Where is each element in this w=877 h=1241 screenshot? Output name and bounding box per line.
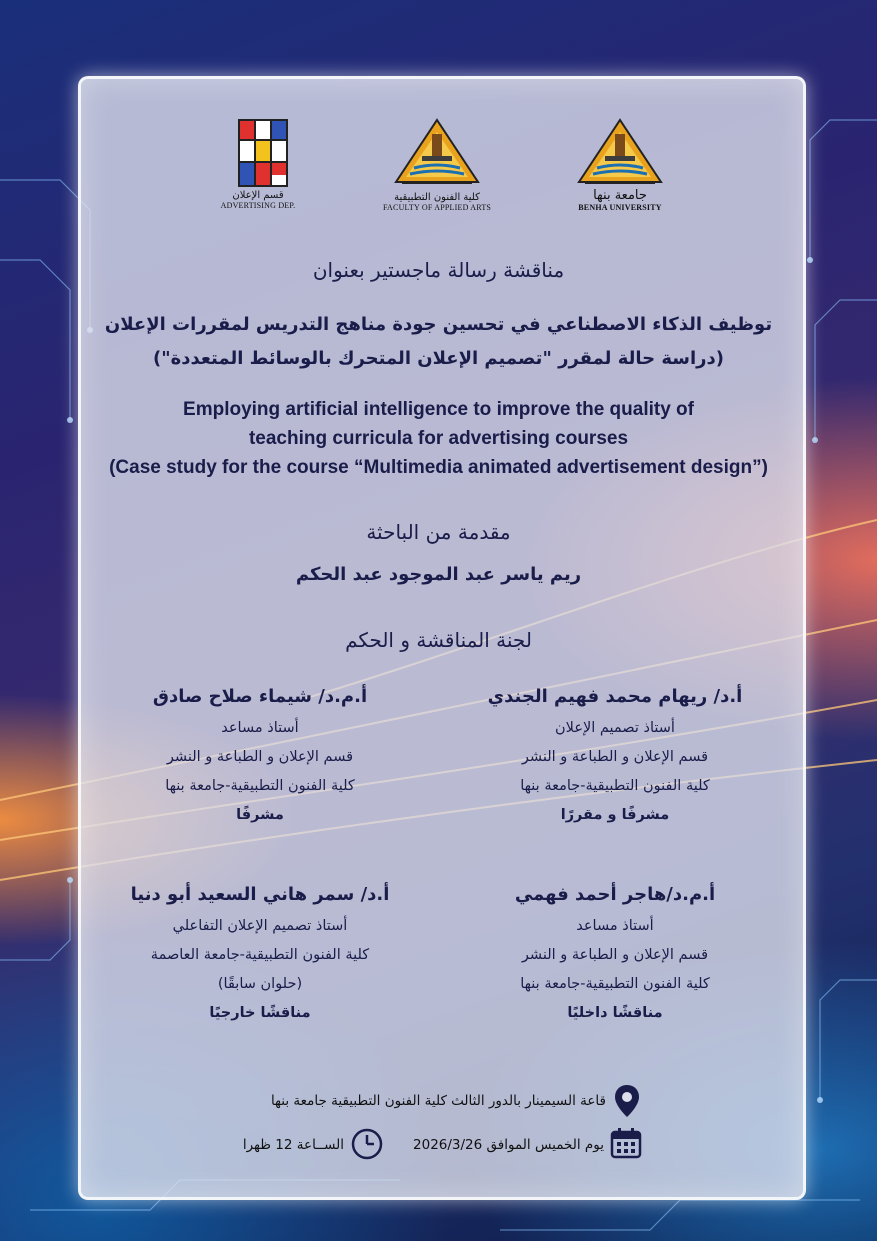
member-line: كلية الفنون التطبيقية-جامعة العاصمة — [150, 947, 370, 963]
location-text: قاعة السيمينار بالدور الثالث كلية الفنون التطبيقية جامعة بنها — [270, 1093, 606, 1109]
advertising-dept-logo — [215, 118, 301, 210]
member-line: قسم الإعلان و الطباعة و النشر — [521, 749, 709, 765]
researcher-name: ريم ياسر عبد الموجود عبد الحكم — [295, 564, 582, 585]
english-title-line1: Employing artificial intelligence to improve the quality of — [183, 399, 694, 420]
clock-icon — [351, 1128, 383, 1160]
member-line: كلية الفنون التطبيقية-جامعة بنها — [165, 778, 355, 794]
university-logo-arabic: جامعة بنها — [593, 188, 647, 203]
member-line: قسم الإعلان و الطباعة و النشر — [521, 947, 709, 963]
time-text: الســاعة 12 ظهرا — [242, 1137, 344, 1153]
arabic-title-line1: توظيف الذكاء الاصطناعي في تحسين جودة مناهج التدريس لمقررات الإعلان — [104, 314, 773, 335]
location-pin-icon — [614, 1084, 640, 1118]
member-line: أستاذ مساعد — [576, 918, 654, 934]
member-line: كلية الفنون التطبيقية-جامعة بنها — [520, 976, 710, 992]
committee-label: لجنة المناقشة و الحكم — [345, 628, 532, 652]
presented-by-label: مقدمة من الباحثة — [366, 520, 511, 544]
member-line: أستاذ مساعد — [221, 720, 299, 736]
faculty-logo-english: FACULTY OF APPLIED ARTS — [383, 203, 492, 212]
committee-member-3 — [465, 884, 765, 1021]
university-logo-english: BENHA UNIVERSITY — [578, 203, 662, 212]
faculty-logo — [383, 116, 491, 212]
advertising-logo-arabic: قسم الإعلان — [232, 190, 284, 201]
member-line: كلية الفنون التطبيقية-جامعة بنها — [520, 778, 710, 794]
member-name: أ.د/ سمر هاني السعيد أبو دنيا — [130, 884, 390, 905]
member-name: أ.د/ ريهام محمد فهيم الجندي — [487, 686, 743, 707]
university-seal-icon — [575, 116, 665, 188]
faculty-seal-icon — [392, 116, 482, 188]
university-logo — [568, 116, 672, 212]
member-line: أستاذ تصميم الإعلان — [555, 720, 675, 736]
date-text: يوم الخميس الموافق 2026/3/26 — [413, 1137, 604, 1153]
member-line: قسم الإعلان و الطباعة و النشر — [166, 749, 354, 765]
thesis-heading: مناقشة رسالة ماجستير بعنوان — [312, 258, 565, 282]
arabic-title-line2: (دراسة حالة لمقرر "تصميم الإعلان المتحرك بالوسائط المتعددة") — [153, 348, 724, 369]
member-role: مشرفًا — [236, 807, 284, 823]
committee-member-2 — [110, 686, 410, 823]
advertising-logo-icon — [225, 118, 291, 190]
committee-member-1 — [465, 686, 765, 823]
committee-member-4 — [110, 884, 410, 1021]
member-name: أ.م.د/ شيماء صلاح صادق — [152, 686, 368, 707]
faculty-logo-arabic: كلية الفنون التطبيقية — [394, 192, 480, 203]
english-title-line2: teaching curricula for advertising courses — [248, 428, 629, 449]
member-name: أ.م.د/هاجر أحمد فهمي — [514, 884, 716, 905]
member-line: (حلوان سابقًا) — [217, 976, 303, 992]
member-line: أستاذ تصميم الإعلان التفاعلي — [172, 918, 348, 934]
english-title-line3: (Case study for the course “Multimedia animated advertisement design”) — [109, 457, 768, 478]
advertising-logo-english: ADVERTISING DEP. — [220, 201, 296, 210]
member-role: مناقشًا داخليًا — [567, 1005, 663, 1021]
member-role: مشرفًا و مقررًا — [560, 807, 670, 823]
member-role: مناقشًا خارجيًا — [209, 1005, 311, 1021]
calendar-icon — [610, 1127, 642, 1159]
